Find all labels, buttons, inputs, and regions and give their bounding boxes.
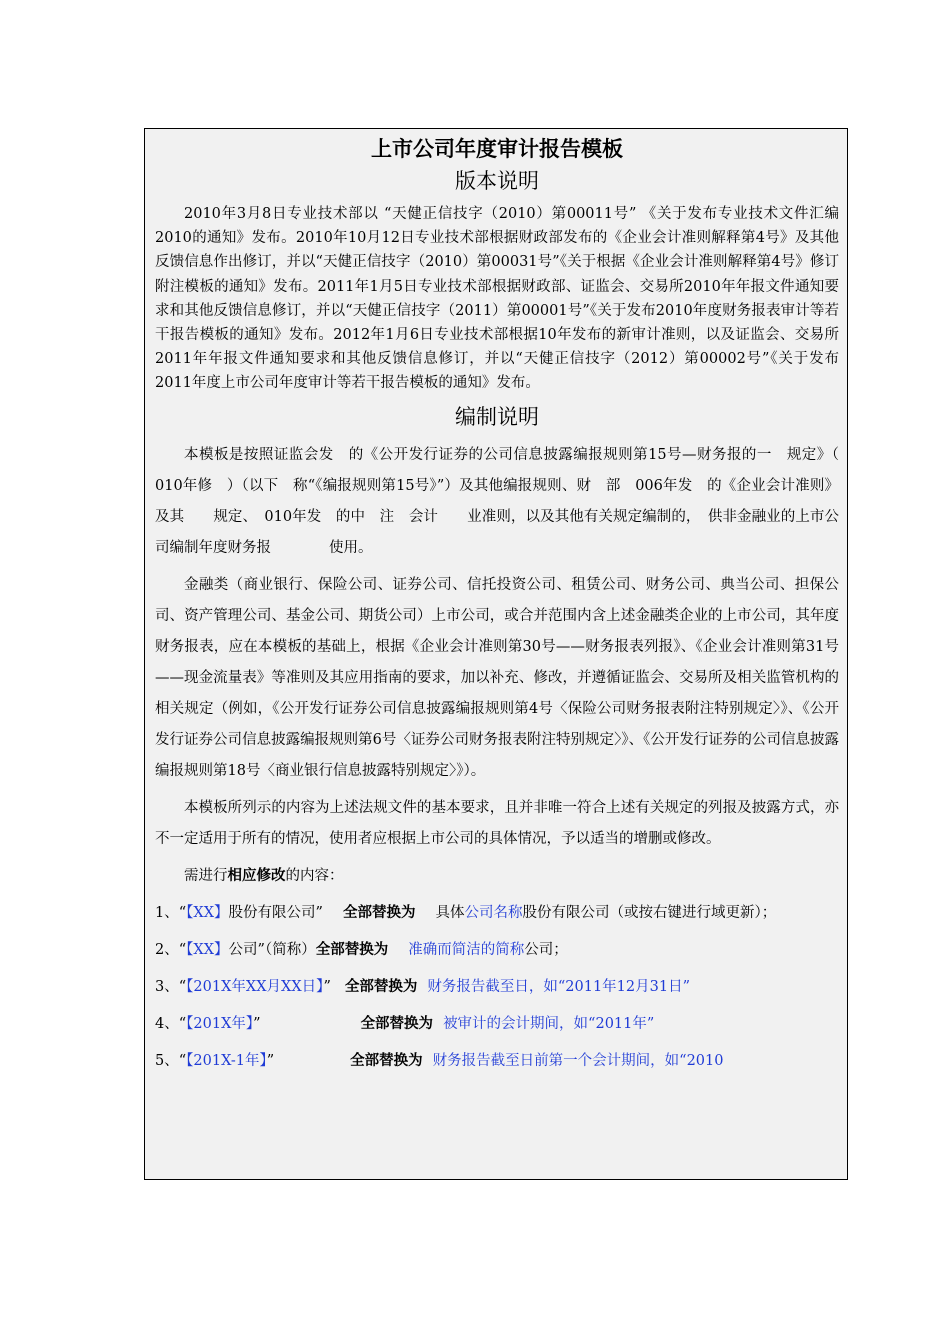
need-suffix: 的内容： bbox=[285, 867, 344, 884]
item-number: 1、“ bbox=[155, 904, 187, 921]
compile-paragraph-3: 本模板所列示的内容为上述法规文件的基本要求，且并非唯一符合上述有关规定的列报及披露方式，亦不一定适用于所有的情况，使用者应根据上市公司的具体情况，予以适当的增删或修改。 bbox=[155, 799, 839, 847]
list-item bbox=[155, 1009, 839, 1040]
compile-heading: 编制说明 bbox=[455, 404, 539, 429]
version-heading: 版本说明 bbox=[455, 169, 539, 193]
item-post: 股份有限公司（或按右键进行域更新）； bbox=[522, 904, 777, 921]
item-replace: 全部替换为 bbox=[342, 904, 416, 921]
item-replace: 全部替换为 bbox=[350, 1052, 423, 1069]
item-after-tag: ” bbox=[266, 1052, 275, 1069]
item-blue-text: 财务报告截至日，如“2011年12月31日” bbox=[427, 978, 690, 995]
page-title: 上市公司年度审计报告模板 bbox=[371, 137, 623, 161]
list-item bbox=[155, 898, 839, 929]
item-post: 公司； bbox=[524, 941, 568, 958]
item-tag: 【201X-1年】 bbox=[186, 1052, 267, 1069]
list-item bbox=[155, 935, 839, 966]
item-after-tag: ” bbox=[253, 1015, 261, 1032]
item-number: 2、“ bbox=[155, 941, 187, 958]
item-number: 5、“ bbox=[155, 1052, 187, 1069]
item-replace: 全部替换为 bbox=[344, 978, 418, 995]
template-box bbox=[144, 128, 854, 1180]
item-tag: 【XX】 bbox=[186, 904, 229, 921]
item-tag: 【201X年】 bbox=[186, 1015, 254, 1032]
item-number: 3、“ bbox=[155, 978, 187, 995]
template-content bbox=[145, 129, 854, 1077]
item-after-tag: 股份有限公司” bbox=[228, 904, 323, 921]
need-prefix: 需进行 bbox=[184, 867, 228, 884]
item-after-tag: 公司”（简称） bbox=[228, 941, 316, 958]
list-item bbox=[155, 972, 839, 1003]
item-blue-text: 准确而简洁的简称 bbox=[408, 941, 525, 958]
compile-paragraph-2: 金融类（商业银行、保险公司、证券公司、信托投资公司、租赁公司、财务公司、典当公司、担保公司、资产管理公司、基金公司、期货公司）上市公司，或合并范围内含上述金融类企业的上市公司，其年度财务报表，应在本模板的基础上，根据《企业会计准则第30号——财务报表列报》、《企业会计准则第31号——现金流量表》等准则及其应用指南的要求，加以补充、修改，并遵循证监会、交易所及相关监管机构的相关规定（例如，《公开发行证券公司信息披露编报规则第4号〈保险公司财务报表附注特别规定〉》、《公开发行证券公司信息披露编报规则第6号〈证券公司财务报表附注特别规定〉》、《公开发行证券的公司信息披露编报规则第18号〈商业银行信息披露特别规定〉》）。 bbox=[155, 576, 839, 779]
list-item bbox=[155, 1046, 839, 1077]
need-modify-line bbox=[155, 861, 839, 892]
item-blue-text: 被审计的会计期间，如“2011年” bbox=[443, 1015, 655, 1032]
item-tag: 【201X年XX月XX日】 bbox=[186, 978, 324, 995]
item-number: 4、“ bbox=[155, 1015, 187, 1032]
item-blue-text: 公司名称 bbox=[464, 904, 523, 921]
item-after-tag: ” bbox=[323, 978, 331, 995]
need-bold: 相应修改 bbox=[227, 867, 286, 884]
compile-paragraph-1: 本模板是按照证监会发 的《公开发行证券的公司信息披露编报规则第15号—财务报的一 规定》（ 010年修 ）（以下 称“《编报规则第15号》”）及其他编报规则、财 部 006年发 的《企业会计准则》及其 规定、 010年发 的中 注 会计 业准则，以及其他有关规定编制的， 供非金融业的上市公司编制年度财务报 使用。 bbox=[155, 446, 854, 556]
item-pre: 具体 bbox=[435, 904, 465, 921]
item-replace: 全部替换为 bbox=[315, 941, 389, 958]
item-blue-text: 财务报告截至日前第一个会计期间，如“2010 bbox=[432, 1052, 724, 1069]
item-tag: 【XX】 bbox=[186, 941, 229, 958]
version-paragraph: 2010年3月8日专业技术部以 “天健正信技字（2010）第00011号” 《关于发布专业技术文件汇编2010的通知》发布。2010年10月12日专业技术部根据财政部发布的《企业会计准则解释第4号》及其他反馈信息作出修订，并以“天健正信技字（2010）第00031号”《关于根据《企业会计准则解释第4号》修订附注模板的通知》发布。2011年1月5日专业技术部根据财政部、证监会、交易所2010年年报文件通知要求和其他反馈信息修订，并以“天健正信技字（2011）第00001号”《关于发布2010年度财务报表审计等若干报告模板的通知》发布。2012年1月6日专业技术部根据10年发布的新审计准则，以及证监会、交易所2011年年报文件通知要求和其他反馈信息修订，并以“天健正信技字（2012）第00002号”《关于发布2011年度上市公司年度审计等若干报告模板的通知》发布。 bbox=[155, 206, 839, 392]
item-replace: 全部替换为 bbox=[360, 1015, 434, 1032]
